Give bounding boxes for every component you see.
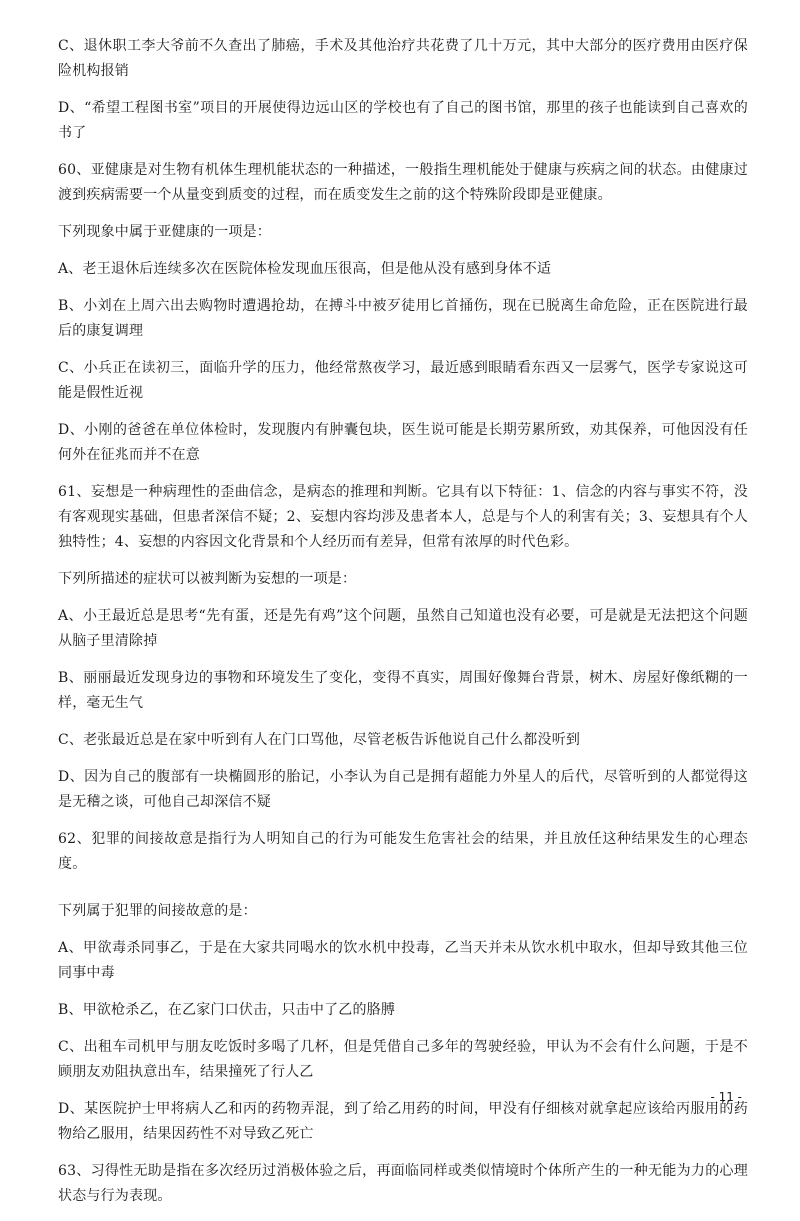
question-62-prompt: 下列属于犯罪的间接故意的是： bbox=[58, 903, 257, 919]
question-62-option-a: A、甲欲毒杀同事乙，于是在大家共同喝水的饮水机中投毒，乙当天并未从饮水机中取水，但却导致其他三位同事中毒 bbox=[58, 940, 748, 981]
question-61-option-b: B、丽丽最近发现身边的事物和环境发生了变化，变得不真实，周围好像舞台背景，树木、房屋好像纸糊的一样，毫无生气 bbox=[58, 670, 748, 711]
question-60-option-a: A、老王退休后连续多次在医院体检发现血压很高，但是他从没有感到身体不适 bbox=[58, 261, 552, 277]
option-d-hope-library: D、“希望工程图书室”项目的开展使得边远山区的学校也有了自己的图书馆，那里的孩子也能读到自己喜欢的书了 bbox=[58, 100, 748, 141]
question-62-definition: 62、犯罪的间接故意是指行为人明知自己的行为可能发生危害社会的结果，并且放任这种结果发生的心理态度。 bbox=[58, 831, 748, 872]
option-c-retiree-cancer: C、退休职工李大爷前不久查出了肺癌，手术及其他治疗共花费了几十万元，其中大部分的医疗费用由医疗保险机构报销 bbox=[58, 38, 748, 79]
question-61-option-a: A、小王最近总是思考“先有蛋，还是先有鸡”这个问题，虽然自己知道也没有必要，可是就是无法把这个问题从脑子里清除掉 bbox=[58, 608, 748, 649]
question-60-prompt: 下列现象中属于亚健康的一项是： bbox=[58, 224, 271, 240]
question-60-option-c: C、小兵正在读初三，面临升学的压力，他经常熬夜学习，最近感到眼睛看东西又一层雾气，医学专家说这可能是假性近视 bbox=[58, 360, 748, 401]
question-61-option-d: D、因为自己的腹部有一块椭圆形的胎记，小李认为自己是拥有超能力外星人的后代，尽管听到的人都觉得这是无稽之谈，可他自己却深信不疑 bbox=[58, 769, 748, 810]
document-body bbox=[58, 34, 748, 1221]
question-63-definition: 63、习得性无助是指在多次经历过消极体验之后，再面临同样或类似情境时个体所产生的一种无能为力的心理状态与行为表现。 bbox=[58, 1163, 748, 1204]
question-60-option-b: B、小刘在上周六出去购物时遭遇抢劫，在搏斗中被歹徒用匕首捅伤，现在已脱离生命危险，正在医院进行最后的康复调理 bbox=[58, 298, 748, 339]
question-61-definition: 61、妄想是一种病理性的歪曲信念，是病态的推理和判断。它具有以下特征：1、信念的内容与事实不符，没有客观现实基础，但患者深信不疑；2、妄想内容均涉及患者本人，总是与个人的利害有关；3、妄想具有个人独特性；4、妄想的内容因文化背景和个人经历而有差异，但常有浓厚的时代色彩。 bbox=[58, 484, 748, 550]
question-62-option-c: C、出租车司机甲与朋友吃饭时多喝了几杯，但是凭借自己多年的驾驶经验，甲认为不会有什么问题，于是不顾朋友劝阻执意出车，结果撞死了行人乙 bbox=[58, 1039, 748, 1080]
question-61-option-c: C、老张最近总是在家中听到有人在门口骂他，尽管老板告诉他说自己什么都没听到 bbox=[58, 732, 581, 748]
question-62-option-b: B、甲欲枪杀乙，在乙家门口伏击，只击中了乙的胳膊 bbox=[58, 1002, 396, 1018]
page-number: - 11 - bbox=[710, 1090, 742, 1104]
question-61-prompt: 下列所描述的症状可以被判断为妄想的一项是： bbox=[58, 571, 357, 587]
question-62-option-d: D、某医院护士甲将病人乙和丙的药物弄混，到了给乙用药的时间，甲没有仔细核对就拿起应该给丙服用的药物给乙服用，结果因药性不对导致乙死亡 bbox=[58, 1101, 748, 1142]
question-60-option-d: D、小刚的爸爸在单位体检时，发现腹内有肿囊包块，医生说可能是长期劳累所致，劝其保养，可他因没有任何外在征兆而并不在意 bbox=[58, 422, 748, 463]
question-60-definition: 60、亚健康是对生物有机体生理机能状态的一种描述，一般指生理机能处于健康与疾病之间的状态。由健康过渡到疾病需要一个从量变到质变的过程，而在质变发生之前的这个特殊阶段即是亚健康。 bbox=[58, 162, 748, 203]
